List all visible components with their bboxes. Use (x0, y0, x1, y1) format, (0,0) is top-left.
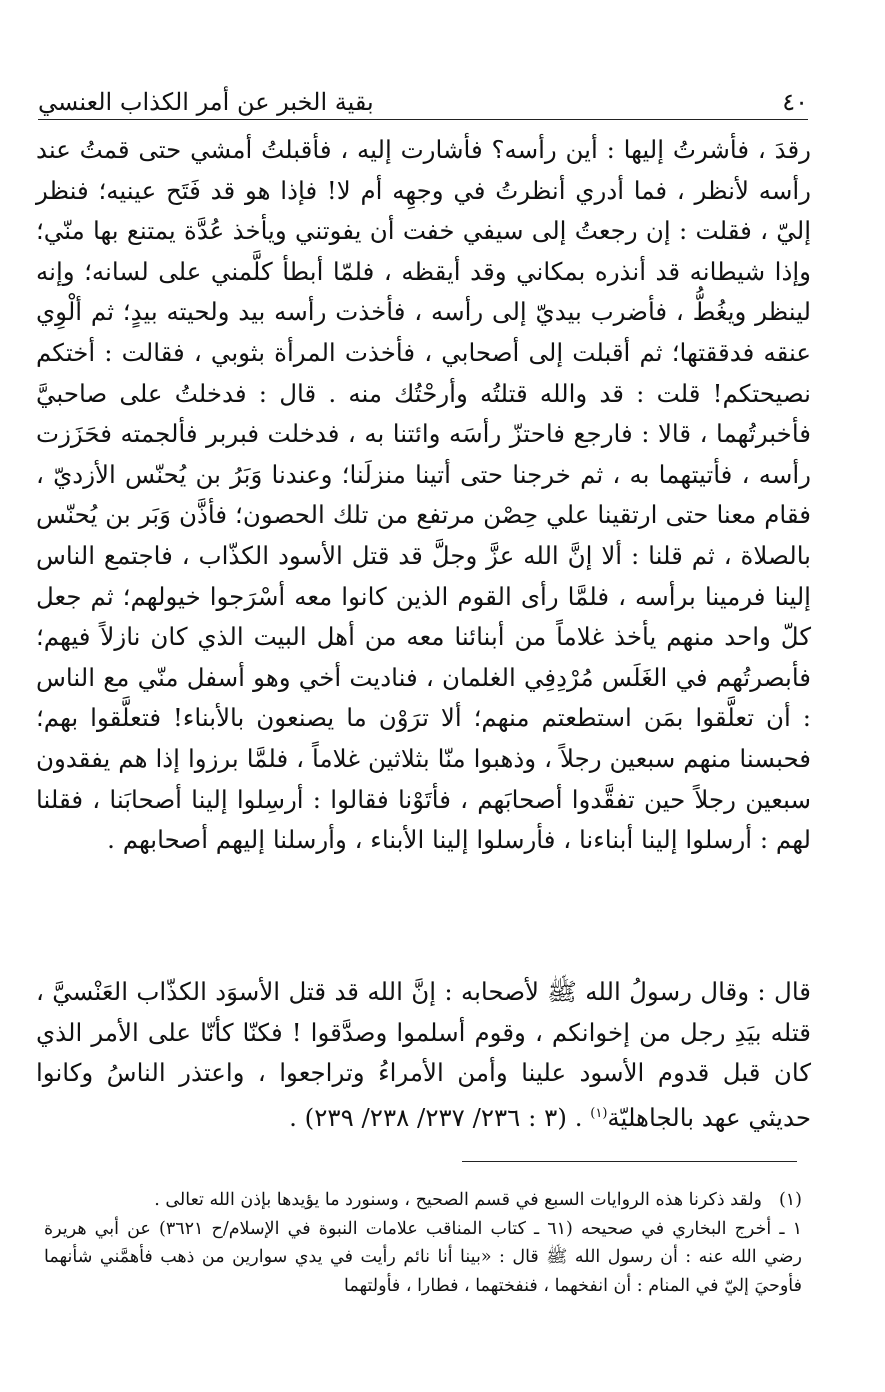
footnote-separator (462, 1161, 797, 1162)
footnote-1-text: ولقد ذكرنا هذه الروايات السبع في قسم الصحيح ، وسنورد ما يؤيدها بإذن الله تعالى . (154, 1190, 762, 1210)
volume-reference: . (٣ : ٢٣٦/ ٢٣٧/ ٢٣٨/ ٢٣٩) . (289, 1102, 583, 1132)
footnote-1 (44, 1186, 802, 1215)
page-header (38, 80, 808, 116)
footnote-1-number: (١) (778, 1190, 802, 1210)
header-rule (38, 119, 808, 120)
footnotes (44, 1186, 802, 1300)
main-text-block-2 (36, 972, 811, 1139)
footnote-marker: (١) (590, 1105, 608, 1121)
running-title: بقية الخبر عن أمر الكذاب العنسي (38, 88, 374, 116)
footnote-1-continuation: ١ ـ أخرج البخاري في صحيحه (٦١ ـ كتاب المناقب علامات النبوة في الإسلام/ح ٣٦٢١) عن أبي هريرة رضي الله عنه : أن رسول الله ﷺ قال : «بينا أنا نائم رأيت في يدي سوارين من ذهب فأهمَّني شأنهما فأوحيَ إليّ في المنام : أن انفخهما ، فنفختهما ، فطارا ، فأولتهما (44, 1218, 802, 1296)
main-text-block (36, 130, 811, 861)
paragraph-1: رقدَ ، فأشرتُ إليها : أين رأسه؟ فأشارت إليه ، فأقبلتُ أمشي حتى قمتُ عند رأسه لأنظر ، فما أدري أنظرتُ في وجهِه أم لا! فإذا هو قد فَتَح عينيه؛ فنظر إليّ ، فقلت : إن رجعتُ إلى سيفي خفت أن يفوتني ويأخذ عُدَّة يمتنع بها منّي؛ وإذا شيطانه قد أنذره بمكاني وقد أيقظه ، فلمّا أبطأ كلَّمني على لسانه؛ وإنه لينظر ويغُطُّ ، فأضرب بيديّ إلى رأسه ، فأخذت رأسه بيد ولحيته بيدٍ؛ ثم ألْوِي عنقه فدققتها؛ ثم أقبلت إلى أصحابي ، فأخذت المرأة بثوبي ، فقالت : أختكم نصيحتكم! قلت : قد والله قتلتُه وأرحْتُك منه . قال : فدخلتُ على صاحبيَّ فأخبرتُهما ، قالا : فارجع فاحتزّ رأسَه وائتنا به ، فدخلت فبربر فألجمته فحَزَزت رأسه ، فأتيتهما به ، ثم خرجنا حتى أتينا منزلَنا؛ وعندنا وَبَرُ بن يُحنّس الأزديّ ، فقام معنا حتى ارتقينا علي حِصْن مرتفع من تلك الحصون؛ فأذَّن وَبَر بن يُحنّس بالصلاة ، ثم قلنا : ألا إنَّ الله عزَّ وجلَّ قد قتل الأسود الكذّاب ، فاجتمع الناس إلينا فرمينا برأسه ، فلمَّا رأى القوم الذين كانوا معه أسْرَجوا خيولهم؛ ثم جعل كلّ واحد منهم يأخذ غلاماً من أبنائنا معه من أهل البيت الذي كان نازلاً فيهم؛ فأبصرتُهم في الغَلَس مُرْدِفِي الغلمان ، فناديت أخي وهو أسفل منّي مع الناس : أن تعلَّقوا بمَن استطعتم منهم؛ ألا ترَوْن ما يصنعون بالأبناء! فتعلَّقوا بهم؛ فحبسنا منهم سبعين رجلاً ، وذهبوا منّا بثلاثين غلاماً ، فلمَّا برزوا إذا هم يفقدون سبعين رجلاً حين تفقَّدوا أصحابَهم ، فأتَوْنا فقالوا : أرسِلوا إلينا أصحابَنا ، فقلنا لهم : أرسلوا إلينا أبناءنا ، فأرسلوا إلينا الأبناء ، وأرسلنا إليهم أصحابهم . (36, 135, 811, 855)
page-number: ٤٠ (782, 88, 808, 116)
paragraph-2-text: قال : وقال رسولُ الله ﷺ لأصحابه : إنَّ الله قد قتل الأسوَد الكذّاب العَنْسيَّ ، قتله بيَدِ رجل من إخوانكم ، وقوم أسلموا وصدَّقوا ! فكنّا كأنّا على الأمر الذي كان قبل قدوم الأسود علينا وأمن الأمراءُ وتراجعوا ، واعتذر الناسُ وكانوا حديثي عهد بالجاهليّة (36, 977, 811, 1132)
paragraph-2 (36, 972, 811, 1139)
